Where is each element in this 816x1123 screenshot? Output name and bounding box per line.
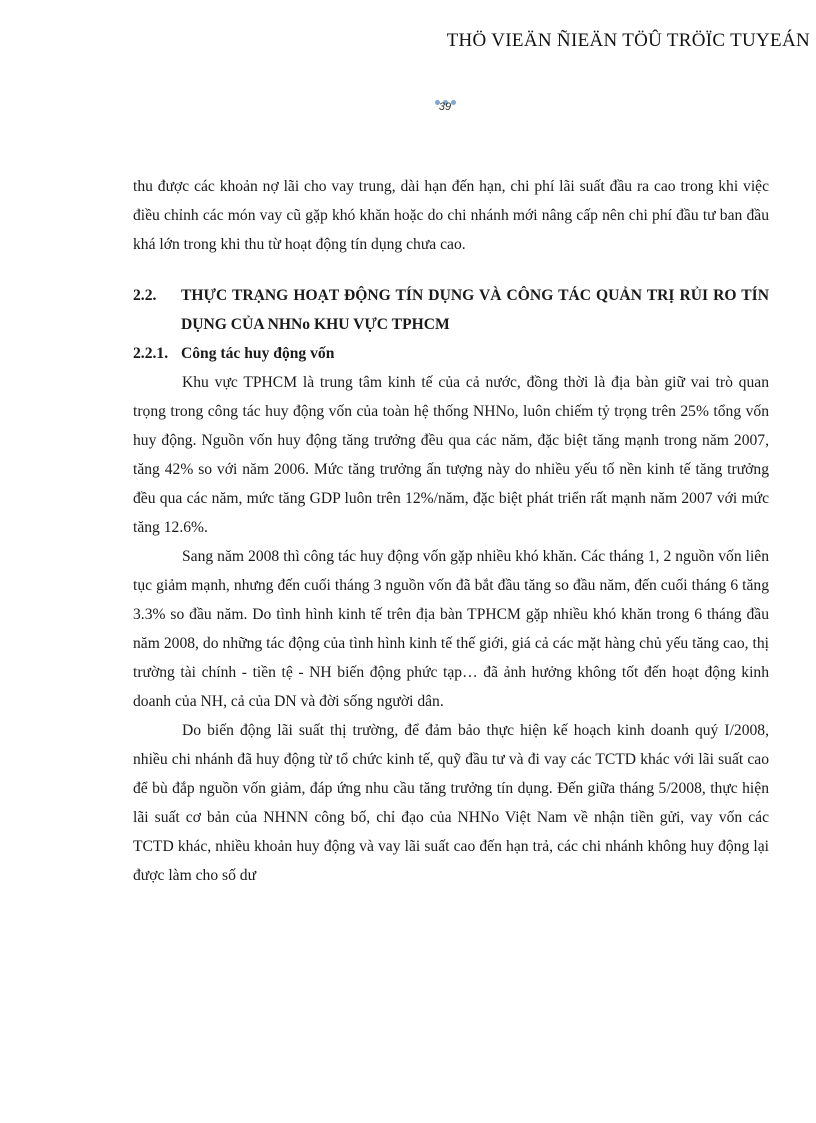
decorative-dots-icon [0, 92, 816, 100]
subsection-number: 2.2.1. [133, 345, 169, 362]
body-paragraph-2: Sang năm 2008 thì công tác huy động vốn gặp nhiều khó khăn. Các tháng 1, 2 nguồn vốn liên tục giảm mạnh, nhưng đến cuối tháng 3 nguồn vốn đã bắt đầu tăng so đầu năm, đến cuối tháng 6 tăng 3.3% so đầu năm. Do tình hình kinh tế trên địa bàn TPHCM gặp nhiều khó khăn trong 6 tháng đầu năm 2008, do những tác động của tình hình kinh tế thế giới, giá cả các mặt hàng chủ yếu tăng cao, thị trường tài chính - tiền tệ - NH biến động phức tạp… đã ảnh hưởng không tốt đến hoạt động kinh doanh của NH, cả của DN và đời sống người dân. [133, 548, 769, 710]
body-paragraph-1: Khu vực TPHCM là trung tâm kinh tế của cả nước, đồng thời là địa bàn giữ vai trò quan trọng trong công tác huy động vốn của toàn hệ thống NHNo, luôn chiếm tỷ trọng trên 25% tổng vốn huy động. Nguồn vốn huy động tăng trưởng đều qua các năm, đặc biệt tăng mạnh trong năm 2007, tăng 42% so với năm 2006. Mức tăng trưởng ấn tượng này do nhiều yếu tố nền kinh tế tăng trưởng đều qua các năm, mức tăng GDP luôn trên 12%/năm, đặc biệt phát triển rất mạnh năm 2007 với mức tăng 12.6%. [133, 374, 769, 536]
section-number: 2.2. [133, 287, 157, 304]
header-title: THÖ VIEÄN ÑIEÄN TÖÛ TRÖÏC TUYEÁN [446, 30, 810, 51]
section-heading [133, 281, 769, 339]
page-marker [0, 92, 816, 113]
subsection-heading [133, 339, 769, 368]
document-body [133, 172, 769, 890]
subsection-title: Công tác huy động vốn [181, 345, 335, 362]
intro-paragraph: thu được các khoản nợ lãi cho vay trung, dài hạn đến hạn, chi phí lãi suất đầu ra cao trong khi việc điều chỉnh các món vay cũ gặp khó khăn hoặc do chi nhánh mới nâng cấp nên chi phí đầu tư ban đầu khá lớn trong khi thu từ hoạt động tín dụng chưa cao. [133, 178, 769, 253]
body-paragraph-3: Do biến động lãi suất thị trường, để đảm bảo thực hiện kế hoạch kinh doanh quý I/2008, nhiều chi nhánh đã huy động từ tổ chức kinh tế, quỹ đầu tư và đi vay các TCTD khác với lãi suất cao để bù đắp nguồn vốn giảm, đáp ứng nhu cầu tăng trưởng tín dụng. Đến giữa tháng 5/2008, thực hiện lãi suất cơ bản của NHNN công bố, chỉ đạo của NHNo Việt Nam về nhận tiền gửi, vay vốn các TCTD khác, nhiều khoản huy động và vay lãi suất cao đến hạn trả, các chi nhánh không huy động lại được làm cho số dư [133, 722, 769, 884]
section-title: THỰC TRẠNG HOẠT ĐỘNG TÍN DỤNG VÀ CÔNG TÁC QUẢN TRỊ RỦI RO TÍN DỤNG CỦA NHNo KHU VỰC TPHCM [181, 287, 769, 333]
page-number: 39 [438, 101, 452, 113]
